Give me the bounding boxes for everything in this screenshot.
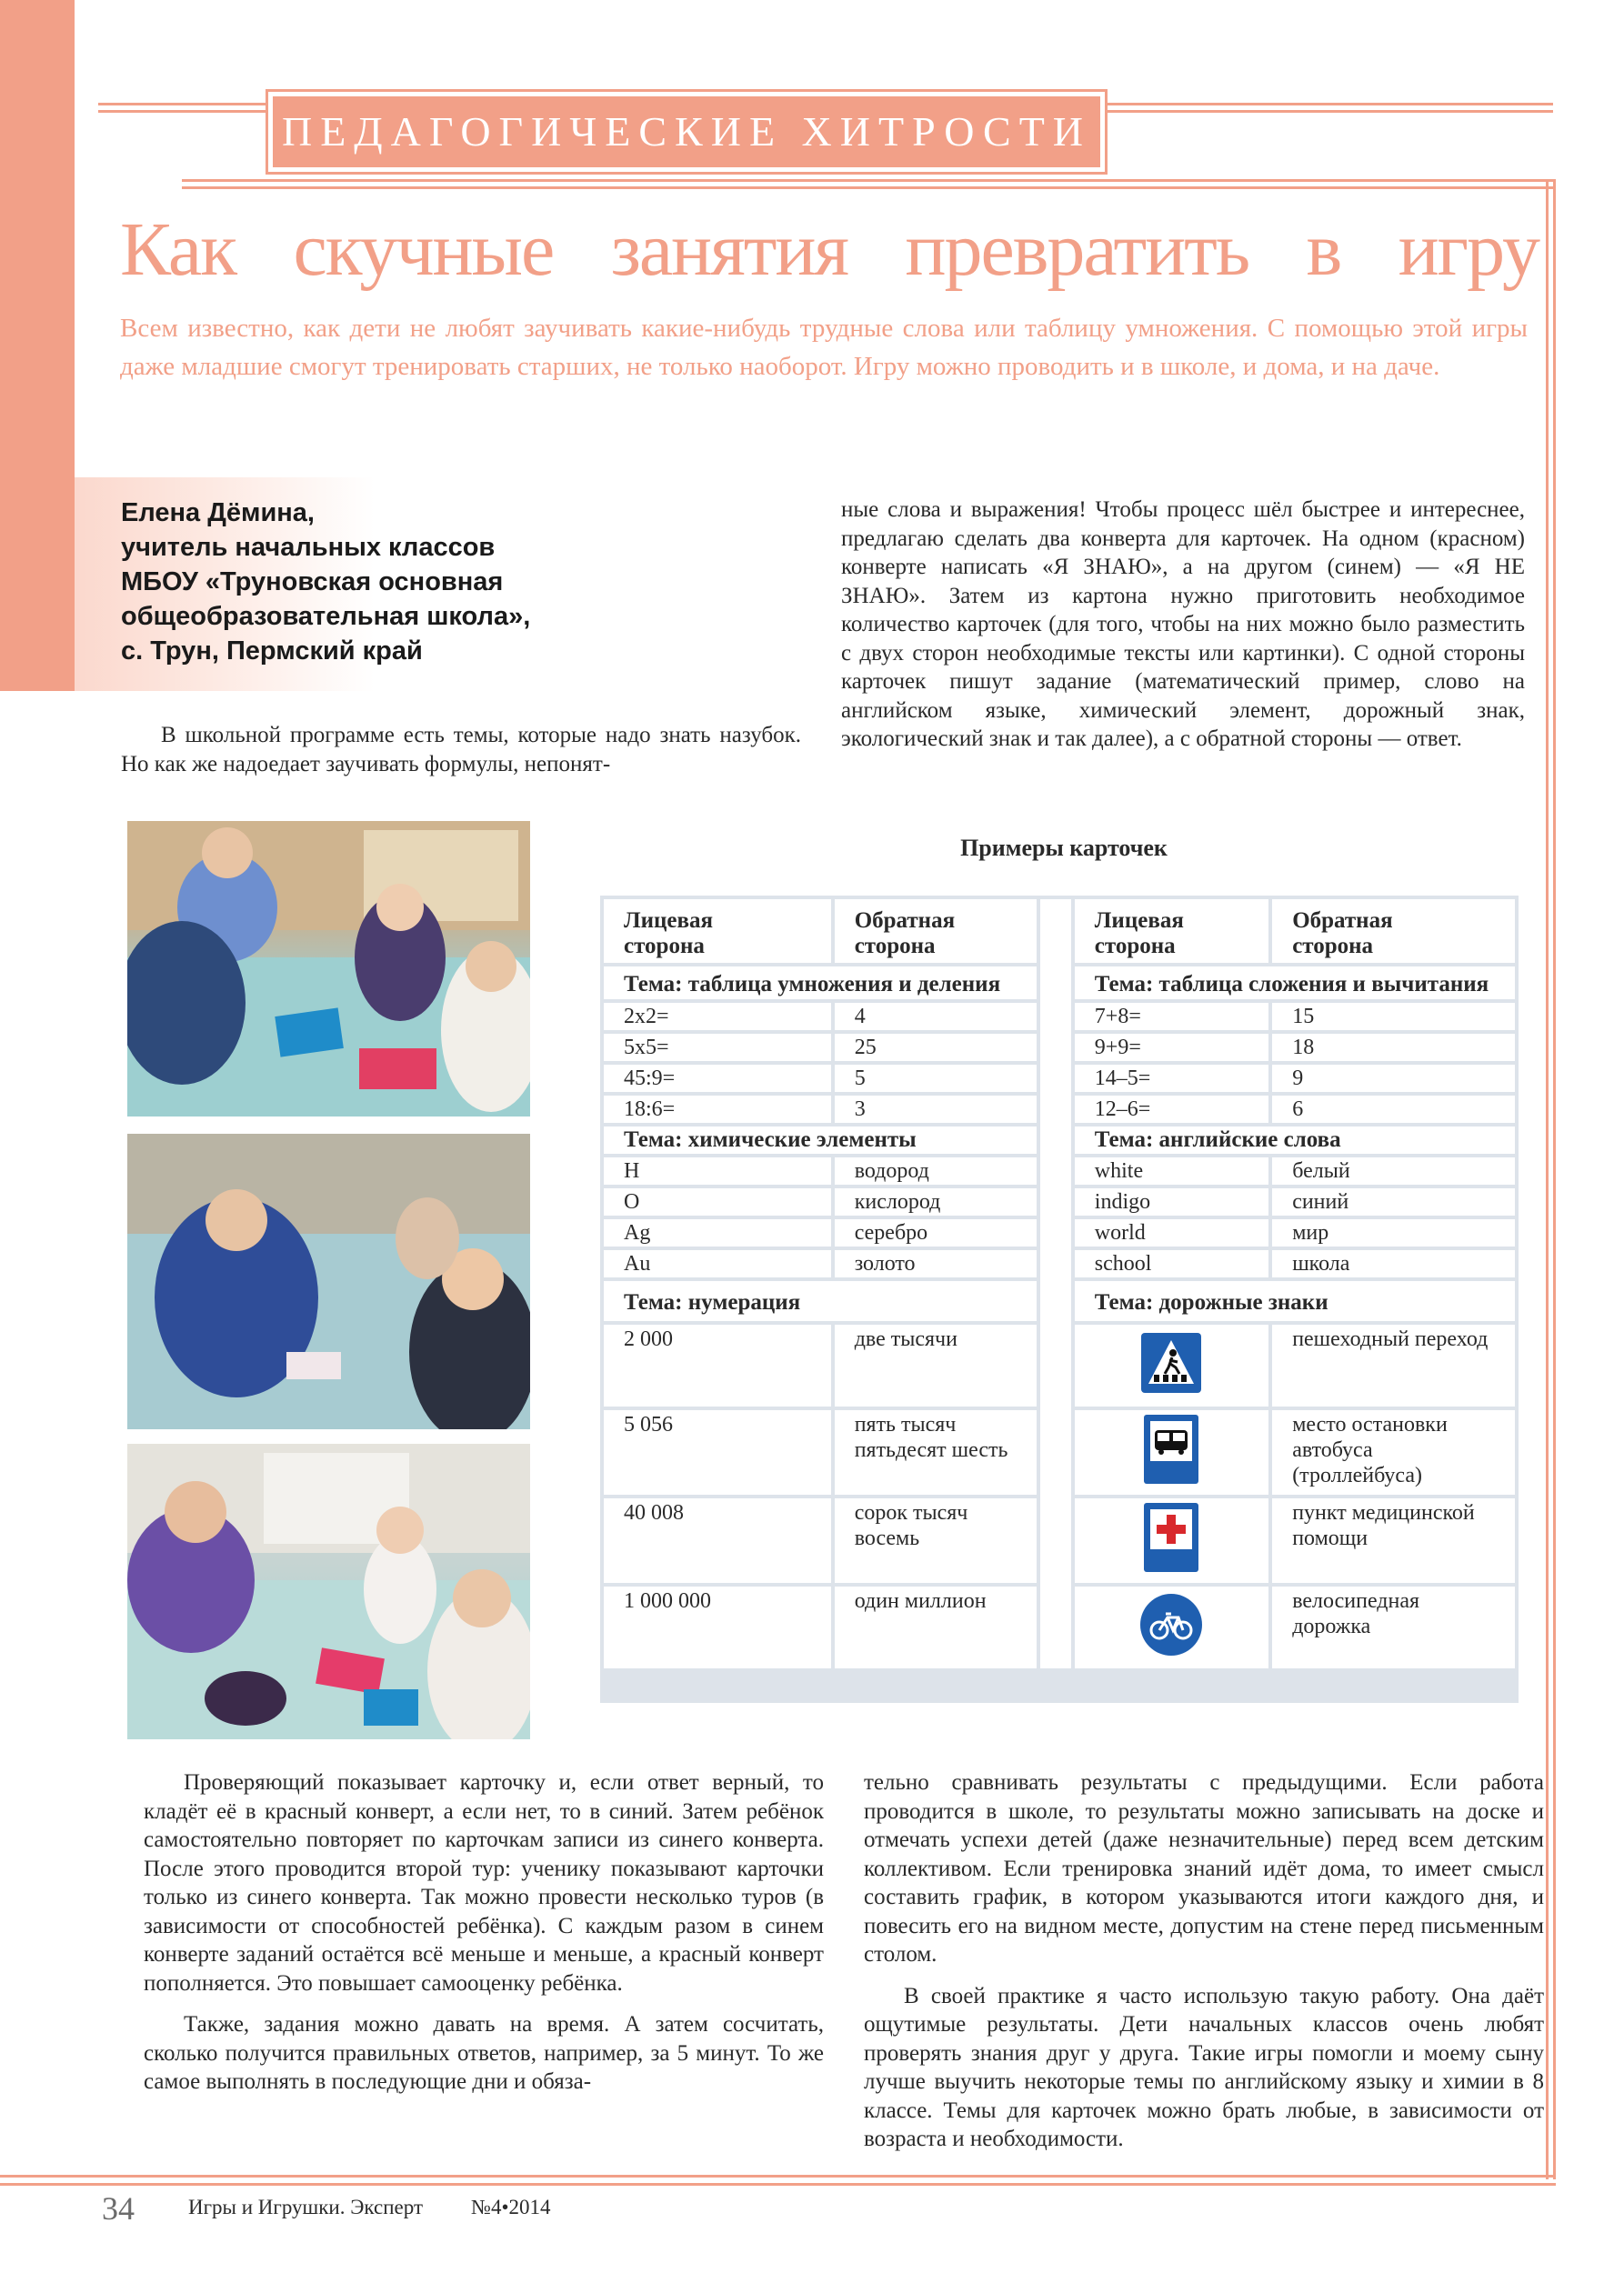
card-back: 18 bbox=[1272, 1034, 1515, 1061]
paragraph: В школьной программе есть темы, которые надо знать назубок. Но как же надоедает заучивать формулы, непонят- bbox=[121, 723, 801, 776]
card-back: пять тысяч пятьдесят шесть bbox=[835, 1410, 1037, 1495]
card-front: 14–5= bbox=[1075, 1065, 1268, 1092]
frame-line bbox=[1546, 179, 1549, 2179]
card-back: 25 bbox=[835, 1034, 1037, 1061]
medical-aid-sign-icon bbox=[1143, 1502, 1199, 1573]
table-topic: Тема: нумерация bbox=[604, 1281, 1037, 1321]
table-topic: Тема: химические элементы bbox=[604, 1126, 1037, 1154]
card-back: серебро bbox=[835, 1219, 1037, 1247]
card-front: 2х2= bbox=[604, 1003, 831, 1030]
author-school: МБОУ «Труновская основная bbox=[121, 567, 504, 596]
frame-line bbox=[0, 2183, 1556, 2186]
card-back: 5 bbox=[835, 1065, 1037, 1092]
page-number: 34 bbox=[102, 2190, 135, 2227]
author-name: Елена Дёмина, bbox=[121, 498, 315, 527]
card-front: Ag bbox=[604, 1219, 831, 1247]
classroom-photo bbox=[127, 821, 530, 1116]
card-front: 1 000 000 bbox=[604, 1587, 831, 1668]
paragraph: ные слова и выражения! Чтобы процесс шёл быстрее и интереснее, предлагаю сделать два конверта для карточек. На одном (красном) конверте написать «Я ЗНАЮ», а на другом (синем) — «Я НЕ ЗНАЮ». Затем из картона нужно приготовить необходимое количество карточек (для того, чтобы на них можно было разместить с двух сторон необходимые тексты или картинки). С одной стороны карточек пишут задание (математический пример, слово на английском языке, химический элемент, дорожный знак, экологический знак и так далее), а с обратной стороны — ответ. bbox=[841, 497, 1525, 751]
card-back: водород bbox=[835, 1157, 1037, 1185]
card-back: 15 bbox=[1272, 1003, 1515, 1030]
card-front bbox=[1075, 1498, 1268, 1583]
frame-line bbox=[0, 2175, 1556, 2178]
card-front: 5 056 bbox=[604, 1410, 831, 1495]
classroom-photo bbox=[127, 1134, 530, 1429]
intro-paragraph-continued bbox=[841, 496, 1525, 754]
card-front: 12–6= bbox=[1075, 1096, 1268, 1123]
paragraph: В своей практике я часто использую такую работу. Она даёт ощутимые результаты. Дети начальных классов очень любят проверять знания друг у друга. Такие игры помогли и моему сыну лучше выучить некоторые темы по английскому языку и химии в 8 классе. Темы для карточек можно брать любые, в зависимости от возраста и необходимости. bbox=[864, 1983, 1544, 2151]
card-back: 6 bbox=[1272, 1096, 1515, 1123]
author-place: с. Трун, Пермский край bbox=[121, 636, 423, 666]
column-right bbox=[864, 1768, 1544, 2154]
author-position: учитель начальных классов bbox=[121, 533, 496, 562]
card-front: 18:6= bbox=[604, 1096, 831, 1123]
card-back: сорок тысяч восемь bbox=[835, 1498, 1037, 1583]
card-back: велосипедная дорожка bbox=[1272, 1587, 1515, 1668]
card-front: world bbox=[1075, 1219, 1268, 1247]
frame-line bbox=[182, 186, 1555, 189]
card-front: 2 000 bbox=[604, 1325, 831, 1407]
card-back: один миллион bbox=[835, 1587, 1037, 1668]
card-front: Au bbox=[604, 1250, 831, 1277]
card-back: золото bbox=[835, 1250, 1037, 1277]
frame-line bbox=[182, 179, 1555, 182]
frame-line bbox=[1553, 179, 1556, 2179]
table-topic: Тема: таблица умножения и деления bbox=[604, 966, 1037, 999]
paragraph: Проверяющий показывает карточку и, если ответ верный, то кладёт её в красный конверт, а если нет, то в синий. Затем ребёнок самостоятельно повторяет по карточкам записи из синего конверта. После этого проводится второй тур: ученику показывают карточки только из синего конверта. Так можно провести несколько туров (в зависимости от способностей ребёнка). С каждым разом в синем конверте заданий остаётся всё меньше и меньше, а красный конверт пополняется. Это повышает самооценку ребёнка. bbox=[144, 1770, 824, 1996]
card-back: 9 bbox=[1272, 1065, 1515, 1092]
card-back: школа bbox=[1272, 1250, 1515, 1277]
journal-name: Игры и Игрушки. Эксперт bbox=[188, 2196, 423, 2218]
card-front: 5х5= bbox=[604, 1034, 831, 1061]
author-block bbox=[121, 496, 630, 668]
card-back: две тысячи bbox=[835, 1325, 1037, 1407]
intro-paragraph-start bbox=[121, 721, 801, 778]
card-front bbox=[1075, 1587, 1268, 1668]
card-front: 40 008 bbox=[604, 1498, 831, 1583]
classroom-photo bbox=[127, 1444, 530, 1739]
bus-stop-sign-icon bbox=[1143, 1414, 1199, 1485]
left-decor-band bbox=[0, 0, 75, 691]
header-front: Лицевая сторона bbox=[1075, 899, 1268, 963]
paragraph: Также, задания можно давать на время. А затем сосчитать, сколько получится правильных ответов, например, за 5 минут. То же самое выполнять в последующие дни и обяза- bbox=[144, 2012, 824, 2094]
card-front: white bbox=[1075, 1157, 1268, 1185]
header-front: Лицевая сторона bbox=[604, 899, 831, 963]
table-topic: Тема: таблица сложения и вычитания bbox=[1075, 966, 1515, 999]
card-front: O bbox=[604, 1188, 831, 1216]
rubric-label: ПЕДАГОГИЧЕСКИЕ ХИТРОСТИ bbox=[281, 108, 1092, 155]
header-back: Обратная сторона bbox=[1272, 899, 1515, 963]
table-topic: Тема: английские слова bbox=[1075, 1126, 1515, 1154]
card-back: пешеходный переход bbox=[1272, 1325, 1515, 1407]
column-left bbox=[144, 1768, 824, 2097]
article-lead: Всем известно, как дети не любят заучивать какие-нибудь трудные слова или таблицу умножения. С помощью этой игры даже младшие смогут тренировать старших, не только наоборот. Игру можно проводить и в школе, и дома, и на даче. bbox=[120, 314, 1528, 381]
bicycle-path-sign-icon bbox=[1138, 1592, 1204, 1657]
card-back: пункт медицинской помощи bbox=[1272, 1498, 1515, 1583]
card-back: мир bbox=[1272, 1219, 1515, 1247]
header-back: Обратная сторона bbox=[835, 899, 1037, 963]
card-back: 3 bbox=[835, 1096, 1037, 1123]
card-front bbox=[1075, 1410, 1268, 1495]
card-back: синий bbox=[1272, 1188, 1515, 1216]
pedestrian-crossing-sign-icon bbox=[1139, 1331, 1203, 1395]
table-topic: Тема: дорожные знаки bbox=[1075, 1281, 1515, 1321]
author-school: общеобразовательная школа», bbox=[121, 602, 531, 631]
card-front: H bbox=[604, 1157, 831, 1185]
article-title: Как скучные занятия превратить в игру bbox=[120, 207, 1539, 292]
card-front bbox=[1075, 1325, 1268, 1407]
card-front: 7+8= bbox=[1075, 1003, 1268, 1030]
card-back: кислород bbox=[835, 1188, 1037, 1216]
cards-table bbox=[600, 896, 1519, 1703]
card-front: 45:9= bbox=[604, 1065, 831, 1092]
card-back: 4 bbox=[835, 1003, 1037, 1030]
cards-table-title: Примеры карточек bbox=[960, 835, 1168, 861]
issue-number: №4•2014 bbox=[471, 2196, 551, 2218]
card-front: school bbox=[1075, 1250, 1268, 1277]
card-front: indigo bbox=[1075, 1188, 1268, 1216]
card-front: 9+9= bbox=[1075, 1034, 1268, 1061]
paragraph: тельно сравнивать результаты с предыдущими. Если работа проводится в школе, то результаты можно записывать на доске и отмечать успехи детей (даже незначительные) перед всем детским коллективом. Если тренировка знаний идёт дома, то имеет смысл составить график, в котором указываются итоги каждого дня, и повесить его на видном месте, допустим на стене перед письменным столом. bbox=[864, 1770, 1544, 1967]
card-back: место остановки автобуса (троллейбуса) bbox=[1272, 1410, 1515, 1495]
card-back: белый bbox=[1272, 1157, 1515, 1185]
